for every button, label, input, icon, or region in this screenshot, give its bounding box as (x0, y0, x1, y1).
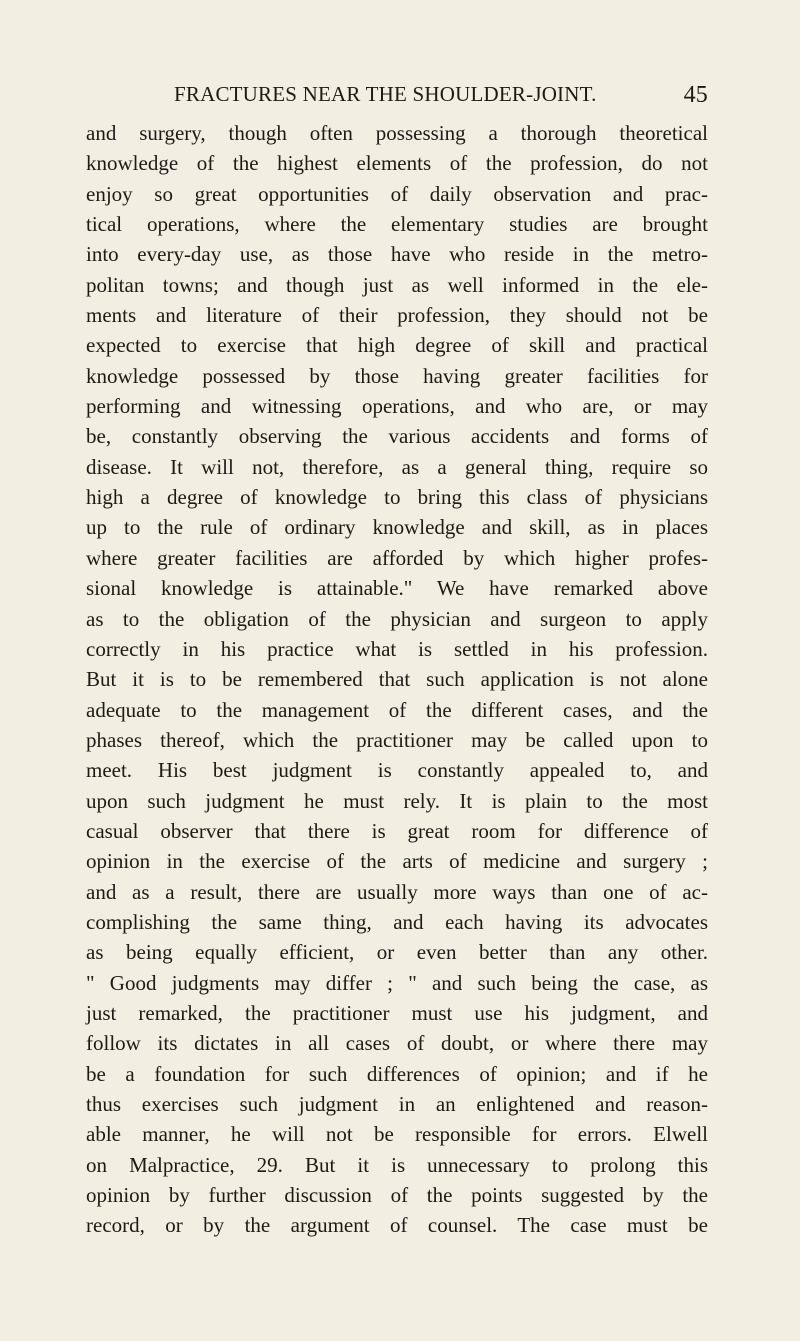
text-line: But it is to be remembered that such application is not alone (86, 667, 708, 692)
text-line: sional knowledge is attainable." We have remarked above (86, 576, 708, 601)
text-line: high a degree of knowledge to bring this class of physicians (86, 485, 708, 510)
text-line: as being equally efficient, or even better than any other. (86, 940, 708, 965)
text-line: correctly in his practice what is settled in his profession. (86, 636, 708, 661)
text-line: complishing the same thing, and each having its advocates (86, 909, 708, 934)
text-line: casual observer that there is great room for difference of (86, 818, 708, 843)
text-line: tical operations, where the elementary studies are brought (86, 212, 708, 237)
text-line: ments and literature of their profession, they should not be (86, 303, 708, 328)
text-line: follow its dictates in all cases of doubt, or where there may (86, 1031, 708, 1056)
text-line: and as a result, there are usually more ways than one of ac- (86, 879, 708, 904)
text-line: " Good judgments may differ ; " and such being the case, as (86, 970, 708, 995)
text-line: as to the obligation of the physician and surgeon to apply (86, 606, 708, 631)
text-line: knowledge of the highest elements of the profession, do not (86, 151, 708, 176)
page-number: 45 (683, 82, 708, 108)
text-line: record, or by the argument of counsel. The case must be (86, 1213, 708, 1238)
running-title: FRACTURES NEAR THE SHOULDER-JOINT. (174, 82, 597, 106)
text-line: thus exercises such judgment in an enlightened and reason- (86, 1092, 708, 1116)
text-line: able manner, he will not be responsible for errors. Elwell (86, 1122, 708, 1147)
text-line: adequate to the management of the different cases, and the (86, 697, 708, 722)
text-line: where greater facilities are afforded by which higher profes- (86, 545, 708, 570)
text-line: be, constantly observing the various accidents and forms of (86, 424, 708, 449)
text-line: phases thereof, which the practitioner may be called upon to (86, 727, 708, 752)
text-line: meet. His best judgment is constantly appealed to, and (86, 758, 708, 783)
text-line: performing and witnessing operations, and who are, or may (86, 394, 708, 419)
text-line: upon such judgment he must rely. It is plain to the most (86, 788, 708, 813)
text-line: knowledge possessed by those having greater facilities for (86, 363, 708, 388)
text-line: politan towns; and though just as well informed in the ele- (86, 272, 708, 297)
text-line: be a foundation for such differences of opinion; and if he (86, 1061, 708, 1086)
text-line: into every-day use, as those have who reside in the metro- (86, 242, 708, 267)
text-line: expected to exercise that high degree of skill and practical (86, 333, 708, 358)
text-line: up to the rule of ordinary knowledge and skill, as in places (86, 515, 708, 540)
body-text (86, 118, 708, 1241)
running-head (86, 82, 708, 122)
text-line: just remarked, the practitioner must use his judgment, and (86, 1000, 708, 1025)
text-line: opinion by further discussion of the points suggested by the (86, 1183, 708, 1208)
text-line: and surgery, though often possessing a thorough theoretical (86, 121, 708, 145)
text-line: opinion in the exercise of the arts of medicine and surgery ; (86, 849, 708, 874)
text-line: on Malpractice, 29. But it is unnecessary to prolong this (86, 1152, 708, 1177)
text-line: enjoy so great opportunities of daily observation and prac- (86, 181, 708, 206)
text-line: disease. It will not, therefore, as a general thing, require so (86, 454, 708, 479)
